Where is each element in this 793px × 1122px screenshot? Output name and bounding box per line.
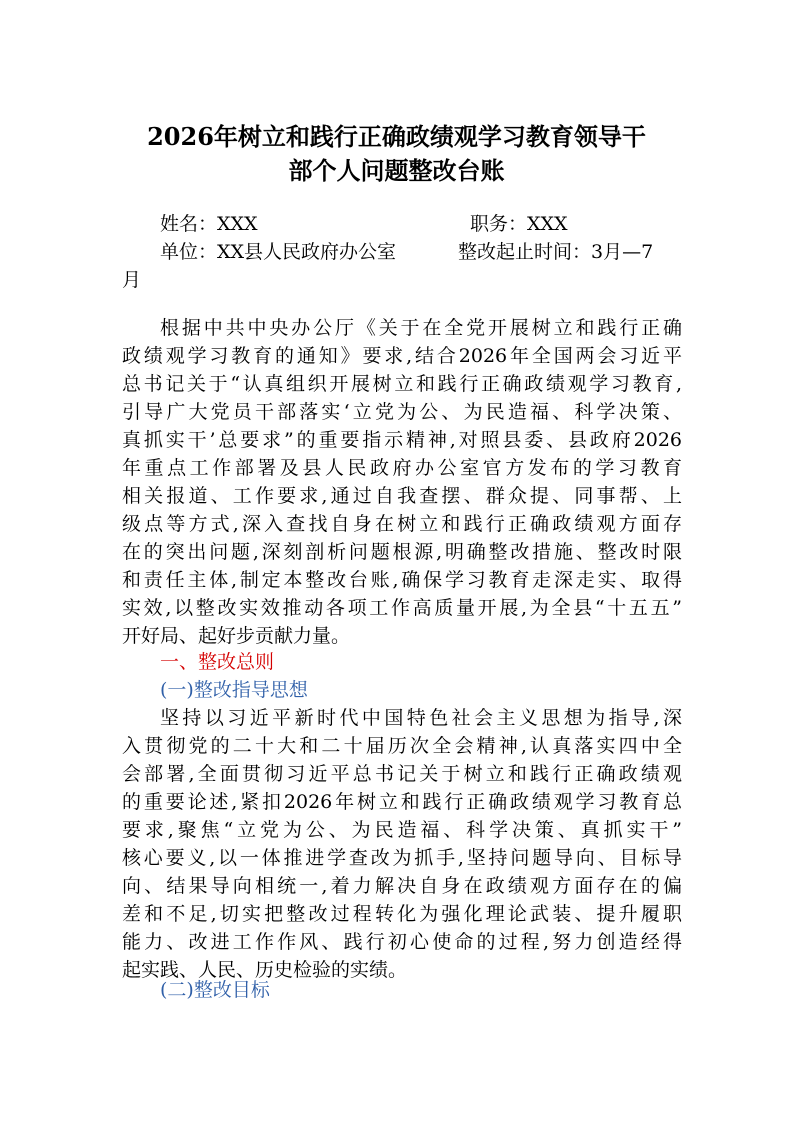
intro-line: 引导广大党员干部落实‘立党为公、为民造福、科学决策、 bbox=[122, 401, 682, 423]
info-name: 姓名：XXX bbox=[160, 213, 258, 235]
intro-line: 政绩观学习教育的通知》要求,结合2026年全国两会习近平 bbox=[122, 345, 682, 367]
body-line: 要求,聚焦“立党为公、为民造福、科学决策、真抓实干” bbox=[122, 819, 682, 841]
intro-line: 相关报道、工作要求,通过自我查摆、群众提、同事帮、上 bbox=[122, 485, 682, 507]
info-period-end: 月 bbox=[122, 269, 142, 291]
intro-line: 和责任主体,制定本整改台账,确保学习教育走深走实、取得 bbox=[122, 569, 682, 591]
info-unit: 单位：XX县人民政府办公室 bbox=[160, 241, 397, 263]
body-line: 入贯彻党的二十大和二十届历次全会精神,认真落实四中全 bbox=[122, 735, 682, 757]
body-line: 能力、改进工作作风、践行初心使命的过程,努力创造经得 bbox=[122, 931, 682, 953]
intro-line: 根据中共中央办公厅《关于在全党开展树立和践行正确 bbox=[160, 317, 682, 339]
info-position: 职务：XXX bbox=[470, 213, 568, 235]
body-line: 差和不足,切实把整改过程转化为强化理论武装、提升履职 bbox=[122, 903, 682, 925]
intro-line: 在的突出问题,深刻剖析问题根源,明确整改措施、整改时限 bbox=[122, 541, 682, 563]
body-line: 核心要义,以一体推进学查改为抓手,坚持问题导向、目标导 bbox=[122, 847, 682, 869]
intro-line: 实效,以整改实效推动各项工作高质量开展,为全县“十五五” bbox=[122, 597, 682, 619]
intro-line: 年重点工作部署及县人民政府办公室官方发布的学习教育 bbox=[122, 457, 682, 479]
intro-line: 级点等方式,深入查找自身在树立和践行正确政绩观方面存 bbox=[122, 513, 682, 535]
section-heading: 一、整改总则 bbox=[160, 651, 275, 673]
intro-line: 真抓实干’总要求”的重要指示精神,对照县委、县政府2026 bbox=[122, 429, 682, 451]
subsection-heading: (一)整改指导思想 bbox=[160, 679, 308, 701]
info-period: 整改起止时间：3月—7 bbox=[458, 241, 654, 263]
body-line: 坚持以习近平新时代中国特色社会主义思想为指导,深 bbox=[160, 707, 682, 729]
body-line: 的重要论述,紧扣2026年树立和践行正确政绩观学习教育总 bbox=[122, 791, 682, 813]
intro-line: 总书记关于“认真组织开展树立和践行正确政绩观学习教育, bbox=[122, 373, 682, 395]
body-line: 向、结果导向相统一,着力解决自身在政绩观方面存在的偏 bbox=[122, 875, 682, 897]
subsection-heading: (二)整改目标 bbox=[160, 979, 270, 1001]
document-title-line-2: 部个人问题整改台账 bbox=[288, 156, 505, 185]
intro-line: 开好局、起好步贡献力量。 bbox=[122, 625, 351, 647]
document-title-line-1: 2026年树立和践行正确政绩观学习教育领导干 bbox=[147, 122, 646, 151]
body-line: 会部署,全面贯彻习近平总书记关于树立和践行正确政绩观 bbox=[122, 763, 682, 785]
body-line: 起实践、人民、历史检验的实绩。 bbox=[122, 959, 408, 981]
